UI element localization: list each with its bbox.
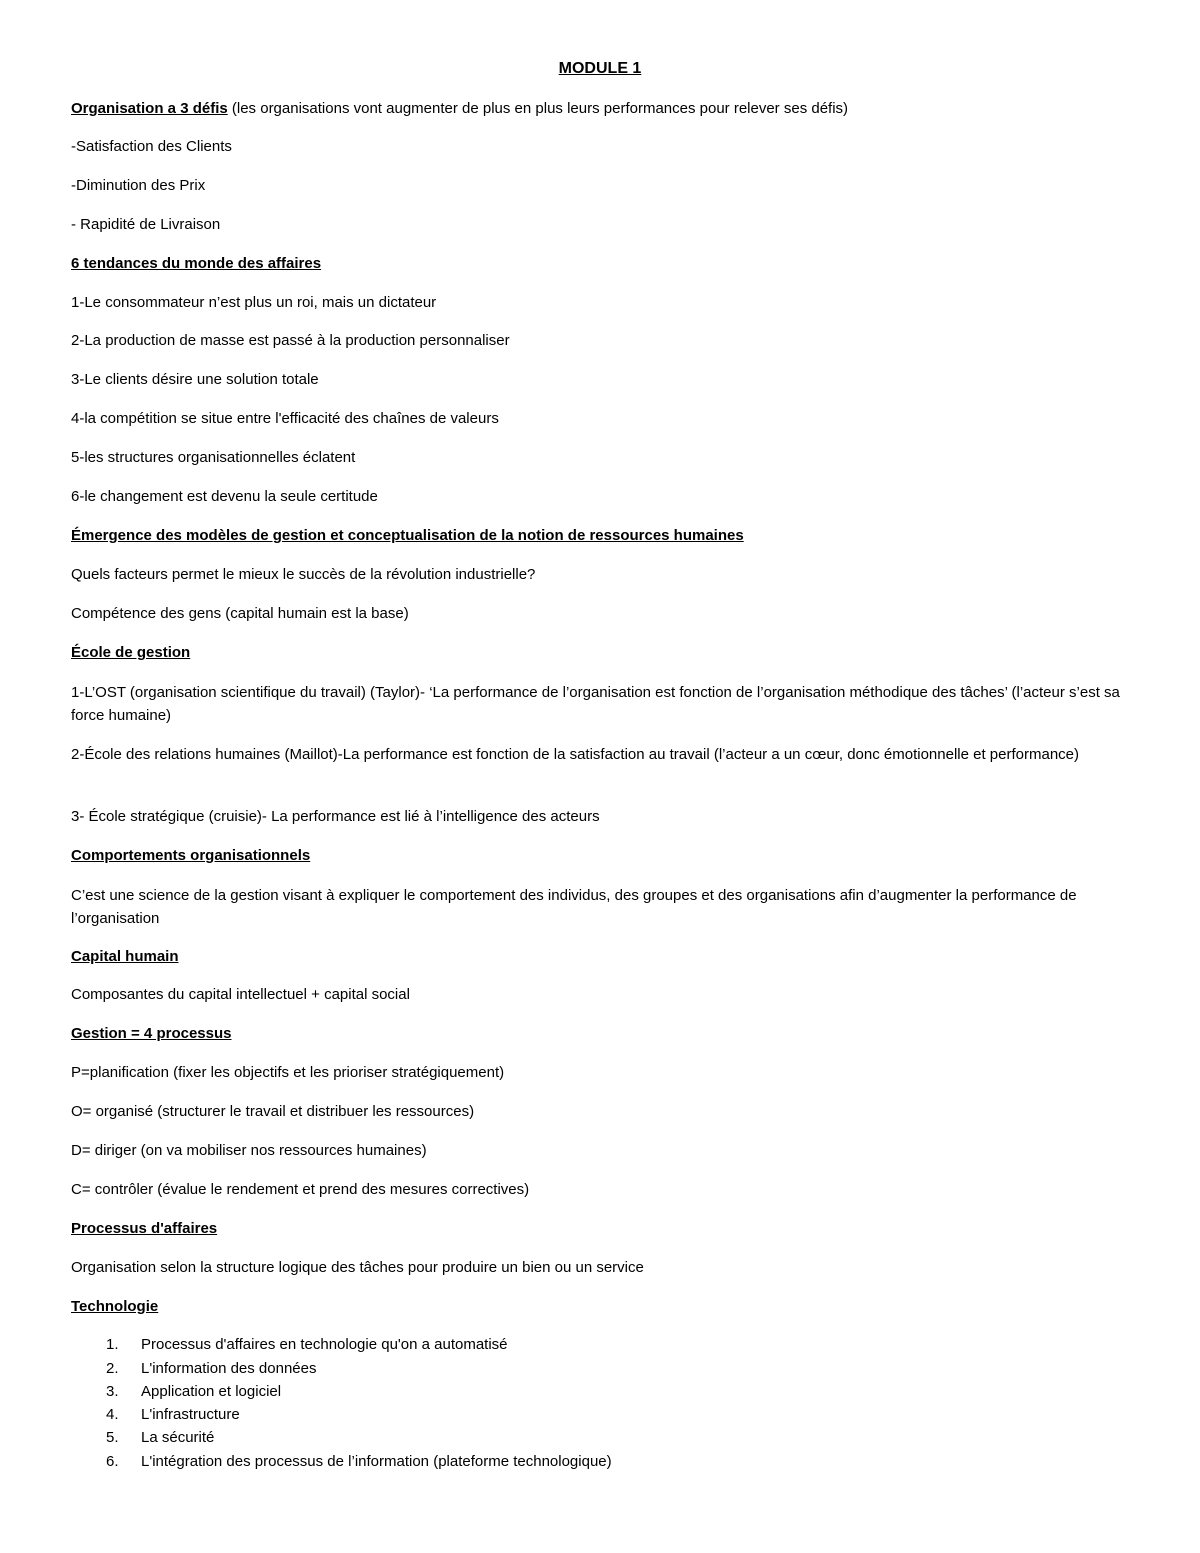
list-number: 3. xyxy=(106,1383,119,1400)
list-item-text: La sécurité xyxy=(141,1429,215,1446)
org-defis-note: (les organisations vont augmenter de plus en plus leurs performances pour relever ses défis) xyxy=(227,100,849,117)
page-title: MODULE 1 xyxy=(558,60,642,77)
list-item-text: Processus d'affaires en technologie qu'on a automatisé xyxy=(141,1336,508,1353)
list-number: 4. xyxy=(106,1406,119,1423)
list-item: 1-Le consommateur n’est plus un roi, mais un dictateur xyxy=(71,294,437,311)
list-item: C= contrôler (évalue le rendement et prend des mesures correctives) xyxy=(71,1181,530,1198)
list-number: 1. xyxy=(106,1336,119,1353)
numbered-list-item xyxy=(71,1428,214,1448)
section-heading-technologie: Technologie xyxy=(71,1298,159,1315)
ecole-item-1: 1-L’OST (organisation scientifique du travail) (Taylor)- ‘La performance de l’organisation est fonction de l’organisation méthodique des tâches’ (l’acteur s’est sa force humaine) xyxy=(71,684,1120,724)
section-heading-gestion: Gestion = 4 processus xyxy=(71,1025,232,1042)
list-item: 6-le changement est devenu la seule certitude xyxy=(71,488,378,505)
list-item: D= diriger (on va mobiliser nos ressources humaines) xyxy=(71,1142,427,1159)
section-heading-capital: Capital humain xyxy=(71,948,179,965)
list-item: - Rapidité de Livraison xyxy=(71,216,221,233)
list-item-text: L'infrastructure xyxy=(141,1406,240,1423)
list-number: 6. xyxy=(106,1453,119,1470)
numbered-list-item xyxy=(71,1335,508,1355)
org-defis-line xyxy=(71,99,848,119)
section-heading-tendances: 6 tendances du monde des affaires xyxy=(71,255,322,272)
list-item: 5-les structures organisationnelles éclatent xyxy=(71,449,356,466)
list-item: P=planification (fixer les objectifs et les prioriser stratégiquement) xyxy=(71,1064,505,1081)
emergence-question: Quels facteurs permet le mieux le succès de la révolution industrielle? xyxy=(71,566,536,583)
list-item: O= organisé (structurer le travail et distribuer les ressources) xyxy=(71,1103,475,1120)
section-heading-ecole: École de gestion xyxy=(71,644,191,661)
section-heading-org-defis: Organisation a 3 défis xyxy=(71,100,228,117)
list-item-text: L'information des données xyxy=(141,1360,317,1377)
processus-text: Organisation selon la structure logique des tâches pour produire un bien ou un service xyxy=(71,1259,644,1276)
numbered-list-item xyxy=(71,1405,240,1425)
section-heading-emergence: Émergence des modèles de gestion et conceptualisation de la notion de ressources humaines xyxy=(71,527,744,544)
list-number: 2. xyxy=(106,1360,119,1377)
list-item: 3-Le clients désire une solution totale xyxy=(71,371,319,388)
list-item-text: Application et logiciel xyxy=(141,1383,282,1400)
ecole-item-3: 3- École stratégique (cruisie)- La performance est lié à l’intelligence des acteurs xyxy=(71,808,600,825)
ecole-item-2: 2-École des relations humaines (Maillot)-La performance est fonction de la satisfaction au travail (l’acteur a un cœur, donc émotionnelle et performance) xyxy=(71,746,1079,763)
list-item: 2-La production de masse est passé à la production personnaliser xyxy=(71,332,510,349)
numbered-list-item xyxy=(71,1359,316,1379)
list-item: -Satisfaction des Clients xyxy=(71,138,232,155)
list-number: 5. xyxy=(106,1429,119,1446)
numbered-list-item xyxy=(71,1382,281,1402)
emergence-answer: Compétence des gens (capital humain est la base) xyxy=(71,605,409,622)
section-heading-comportements: Comportements organisationnels xyxy=(71,847,311,864)
list-item-text: L'intégration des processus de l’information (plateforme technologique) xyxy=(141,1453,612,1470)
section-heading-processus: Processus d'affaires xyxy=(71,1220,218,1237)
comportements-text: C’est une science de la gestion visant à expliquer le comportement des individus, des groupes et des organisations afin d’augmenter la performance de l’organisation xyxy=(71,887,1077,927)
list-item: -Diminution des Prix xyxy=(71,177,206,194)
numbered-list-item xyxy=(71,1452,612,1472)
list-item: 4-la compétition se situe entre l'efficacité des chaînes de valeurs xyxy=(71,410,499,427)
capital-text: Composantes du capital intellectuel + capital social xyxy=(71,986,410,1003)
